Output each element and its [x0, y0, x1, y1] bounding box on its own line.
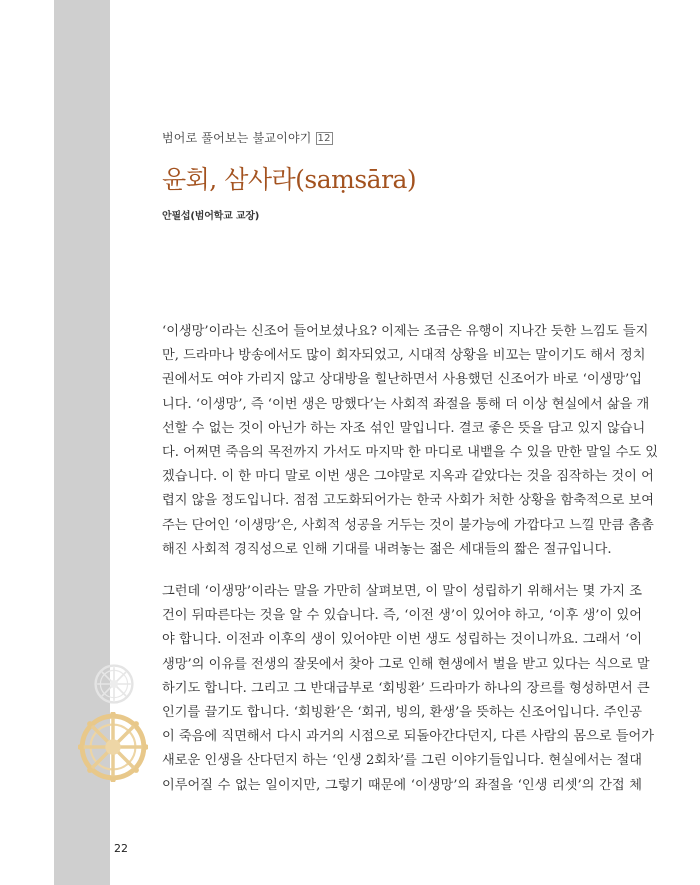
text-line: 새로운 인생을 산다던지 하는 ‘인생 2회차’를 그린 이야기들입니다. 현실에서는 절대: [162, 753, 642, 769]
text-line: 권에서도 여야 가리지 않고 상대방을 힐난하면서 사용했던 신조어가 바로 ‘이생망’입: [162, 372, 642, 388]
text-line: 주는 단어인 ‘이생망’은, 사회적 성공을 거두는 것이 불가능에 가깝다고 느낄 만큼 촘촘: [162, 517, 654, 533]
text-line: 야 합니다. 이전과 이후의 생이 있어야만 이번 생도 성립하는 것이니까요. 그래서 ‘이: [162, 632, 642, 648]
text-line: 이루어질 수 없는 일이지만, 그렇기 때문에 ‘이생망’의 좌절을 ‘인생 리셋’의 간접 체: [162, 777, 642, 793]
text-line: 건이 뒤따른다는 것을 알 수 있습니다. 즉, ‘이전 생’이 있어야 하고, ‘이후 생’이 있어: [162, 608, 642, 624]
author-byline: 안필섭(범어학교 교장): [162, 211, 260, 222]
text-line: 겠습니다. 이 한 마디 말로 이번 생은 그야말로 지옥과 같았다는 것을 짐작하는 것이 어: [162, 469, 654, 485]
text-line: 선할 수 없는 것이 아닌가 하는 자조 섞인 말입니다. 결코 좋은 뜻을 담고 있지 않습니: [162, 420, 646, 436]
dharma-wheel-icon: [94, 664, 134, 704]
series-number-badge: 12: [317, 133, 331, 144]
body-paragraph-2: [162, 580, 654, 798]
series-label: 범어로 풀어보는 불교이야기: [162, 131, 312, 145]
series-header: [162, 129, 333, 146]
page-number: 22: [114, 842, 128, 855]
text-line: 렵지 않을 정도입니다. 점점 고도화되어가는 한국 사회가 처한 상황을 함축적으로 보여: [162, 493, 654, 509]
text-line: ‘이생망’이라는 신조어 들어보셨나요? 이제는 조금은 유행이 지나간 듯한 느낌도 들지: [162, 324, 649, 339]
text-line: 인기를 끌기도 합니다. ‘회빙환’은 ‘회귀, 빙의, 환생’을 뜻하는 신조어입니다. 주인공: [162, 705, 642, 721]
article-title: 윤회, 삼사라(saṃsāra): [162, 165, 417, 194]
body-paragraph-1: [162, 320, 659, 562]
text-line: 만, 드라마나 방송에서도 많이 회자되었고, 시대적 상황을 비꼬는 말이기도 해서 정치: [162, 348, 646, 364]
text-line: 하기도 합니다. 그리고 그 반대급부로 ‘회빙환’ 드라마가 하나의 장르를 형성하면서 큰: [162, 680, 650, 696]
dharma-wheel-icon: [78, 712, 148, 782]
text-line: 생망’의 이유를 전생의 잘못에서 찾아 그로 인해 현생에서 벌을 받고 있다는 식으로 말: [162, 656, 650, 672]
text-line: 그런데 ‘이생망’이라는 말을 가만히 살펴보면, 이 말이 성립하기 위해서는 몇 가지 조: [162, 584, 642, 599]
text-line: 이 죽음에 직면해서 다시 과거의 시점으로 되돌아간다던지, 다른 사람의 몸으로 들어가: [162, 729, 654, 745]
text-line: 니다. ‘이생망’, 즉 ‘이번 생은 망했다’는 사회적 좌절을 통해 더 이상 현실에서 삶을 개: [162, 396, 650, 412]
text-line: 해진 사회적 경직성으로 인해 기대를 내려놓는 젊은 세대들의 짧은 절규입니다.: [162, 541, 612, 557]
text-line: 다. 어쩌면 죽음의 목전까지 가서도 마지막 한 마디로 내뱉을 수 있을 만한 말일 수도 있: [162, 445, 659, 461]
